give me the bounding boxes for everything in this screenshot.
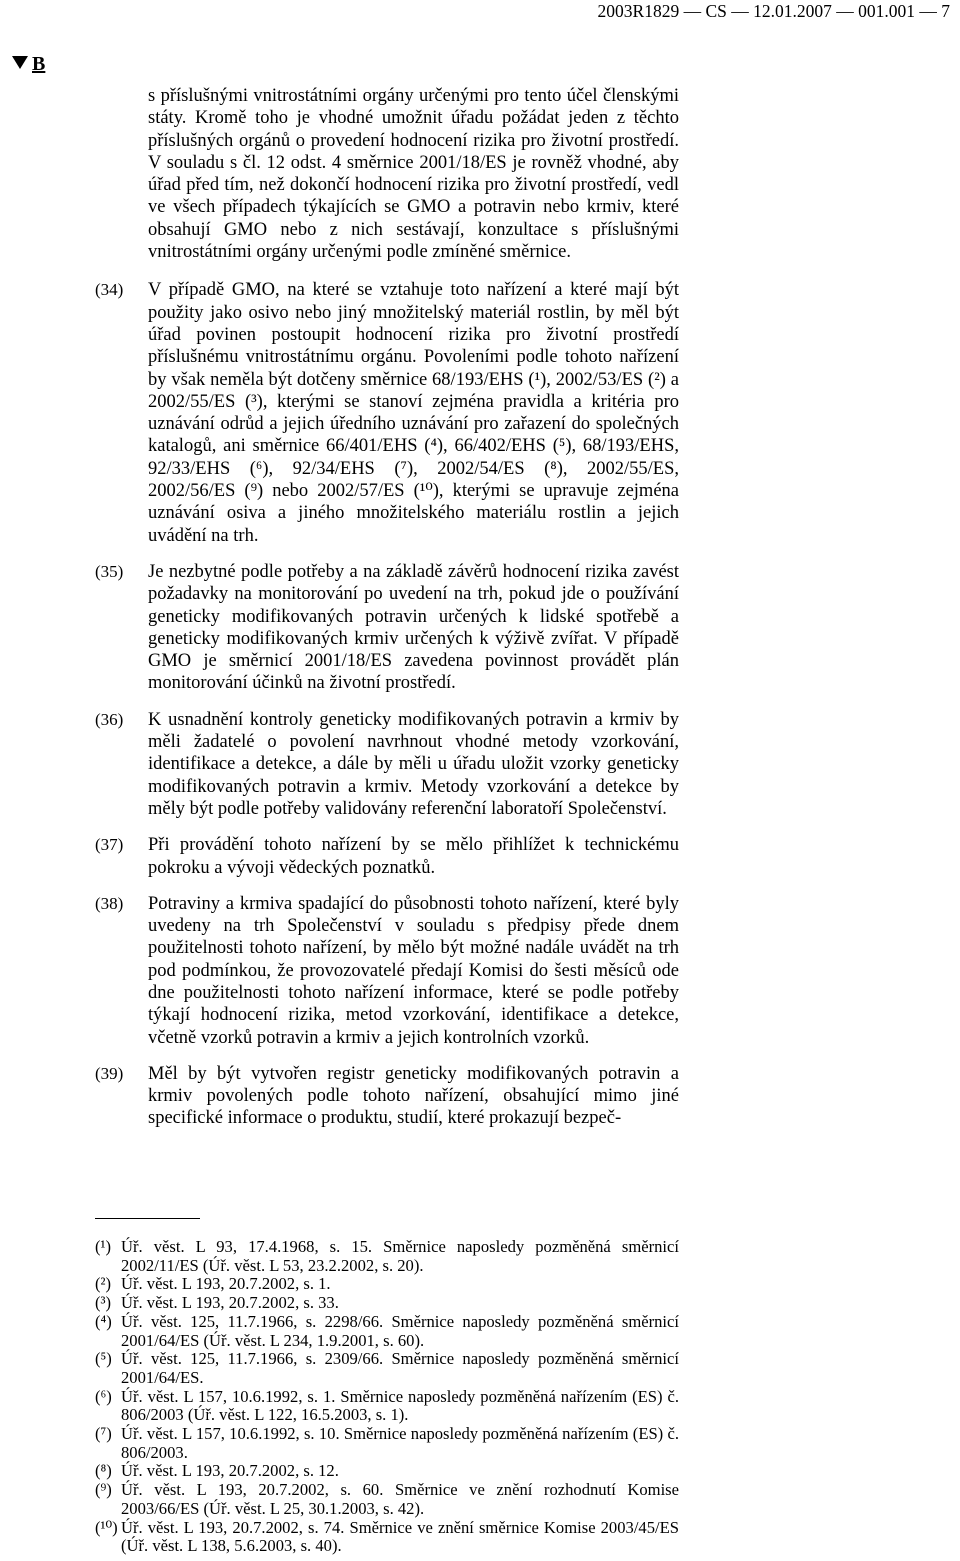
- footnote: [0, 1388, 679, 1425]
- recital-38: [0, 893, 679, 1049]
- footnote: [0, 1275, 679, 1294]
- footnote-text: Úř. věst. 125, 11.7.1966, s. 2309/66. Směrnice naposledy pozměněná směrnicí 2001/64/ES.: [121, 1349, 679, 1387]
- footnote: [0, 1519, 679, 1556]
- recital-37: [0, 834, 679, 879]
- footnote-text: Úř. věst. L 157, 10.6.1992, s. 10. Směrnice naposledy pozměněná nařízením (ES) č. 806/2003.: [121, 1424, 679, 1462]
- footnote: [0, 1481, 679, 1518]
- footnote: [0, 1425, 679, 1462]
- recital-number: (38): [95, 893, 124, 913]
- header-sep: —: [683, 1, 702, 21]
- footnote-text: Úř. věst. L 193, 20.7.2002, s. 1.: [121, 1274, 331, 1294]
- doc-date: 12.01.2007: [753, 1, 832, 21]
- footnote-number: (¹⁰): [95, 1517, 118, 1537]
- recital-number: (35): [95, 561, 124, 581]
- footnote-text: Úř. věst. L 93, 17.4.1968, s. 15. Směrnice naposledy pozměněná směrnicí 2002/11/ES (Úř. věst. L 53, 23.2.2002, s. 20).: [121, 1237, 679, 1275]
- footnote-number: (⁷): [95, 1424, 112, 1444]
- doc-id: 2003R1829: [597, 1, 680, 21]
- header-sep: —: [836, 1, 854, 21]
- footnote-divider: [95, 1218, 200, 1219]
- header-sep: —: [731, 1, 749, 21]
- footnote: [0, 1294, 679, 1313]
- header-sep: —: [919, 1, 937, 21]
- footnote-text: Úř. věst. L 193, 20.7.2002, s. 33.: [121, 1293, 339, 1313]
- recital-text: Potraviny a krmiva spadající do působnosti tohoto nařízení, které byly uvedeny na trh Společenství v souladu s předpisy přede dnem použitelnosti tohoto nařízení, by mělo být možné nadále uvádět na trh pod podmínkou, že provozovatelé předají Komisi do šesti měsíců ode dne použitelnosti tohoto nařízení informace, které se podle potřeby týkají hodnocení rizika, metod vzorkování, identifikace a detekce, včetně vzorků potravin a krmiv a jejich kontrolních vzorků.: [148, 893, 679, 1048]
- recital-34: [0, 279, 679, 547]
- footnote-number: (⁶): [95, 1386, 112, 1406]
- footnote-number: (²): [95, 1274, 112, 1294]
- page-number: 7: [941, 1, 950, 21]
- footnote-text: Úř. věst. L 193, 20.7.2002, s. 60. Směrnice ve znění rozhodnutí Komise 2003/66/ES (Úř. věst. L 25, 30.1.2003, s. 42).: [121, 1480, 679, 1518]
- footnote: [0, 1238, 679, 1275]
- recital-text: Je nezbytné podle potřeby a na základě závěrů hodnocení rizika zavést požadavky na monitorování po uvedení na trh, pokud jde o používání geneticky modifikovaných potravin určených k lidské spotřebě a geneticky modifikovaných krmiv určených k výživě zvířat. V případě GMO je směrnicí 2001/18/ES zavedena povinnost provádět plán monitorování účinků na životní prostředí.: [148, 561, 679, 694]
- recital-text: K usnadnění kontroly geneticky modifikovaných potravin a krmiv by měli žadatelé o povolení navrhnout vhodné metody vzorkování, identifikace a detekce, a dále by měli u úřadu uložit vzorky geneticky modifikovaných potravin a krmiv. Metody vzorkování a detekce by měly být podle potřeby validovány referenční laboratoří Společenství.: [148, 709, 679, 819]
- footnote-number: (³): [95, 1293, 112, 1313]
- recital-number: (39): [95, 1063, 124, 1083]
- amendment-marker: [12, 53, 45, 75]
- recital-number: (37): [95, 835, 124, 855]
- footnote-text: Úř. věst. 125, 11.7.1966, s. 2298/66. Směrnice naposledy pozměněná směrnicí 2001/64/ES (Úř. věst. L 234, 1.9.2001, s. 60).: [121, 1311, 679, 1350]
- recital-continuation: [0, 85, 679, 263]
- footnote-number: (⁹): [95, 1480, 112, 1500]
- footnote: [0, 1350, 679, 1387]
- recital-36: [0, 709, 679, 820]
- footnote-number: (¹): [95, 1237, 112, 1256]
- recital-text: V případě GMO, na které se vztahuje toto nařízení a které mají být použity jako osivo nebo jiný množitelský materiál rostlin, by měl být úřad povinen postoupit hodnocení rizika pro životní prostředí příslušnému vnitrostátnímu orgánu. Povoleními podle tohoto nařízení by však neměla být dotčeny směrnice 68/193/EHS (¹), 2002/53/ES (²) a 2002/55/ES (³), kterými se stanoví zejména pravidla a kritéria pro uznávání odrůd a jejich úředního uznávání pro zařazení do společných katalogů, ani směrnice 66/401/EHS (⁴), 66/402/EHS (⁵), 68/193/EHS, 92/33/EHS (⁶), 92/34/EHS (⁷), 2002/54/ES (⁸), 2002/55/ES, 2002/56/ES (⁹) nebo 2002/57/ES (¹⁰), kterými se upravuje zejména uznávání osiva a jiného množitelského materiálu rostlin a jejich uvádění na trh.: [148, 280, 679, 546]
- recitals: [0, 85, 960, 1144]
- page-header: [0, 0, 950, 22]
- marker-label: B: [32, 53, 46, 75]
- doc-version: 001.001: [858, 1, 915, 21]
- footnote-number: (⁵): [95, 1349, 112, 1369]
- recital-text: s příslušnými vnitrostátními orgány určenými pro tento účel členskými státy. Kromě toho je vhodné umožnit úřadu požádat jeden z těchto příslušných orgánů o provedení hodnocení rizika pro životní prostředí. V souladu s čl. 12 odst. 4 směrnice 2001/18/ES je rovněž vhodné, aby úřad před tím, než dokončí hodnocení rizika pro životní prostředí, vedl ve všech případech týkajících se GMO a potravin nebo krmiv, které obsahují GMO nebo z nich sestávají, konzultace s příslušnými vnitrostátními orgány určenými podle zmíněné směrnice.: [148, 86, 679, 263]
- recital-text: Měl by být vytvořen registr geneticky modifikovaných potravin a krmiv povolených podle tohoto nařízení, obsahující mimo jiné specifické informace o produktu, studií, které prokazují bezpeč-: [148, 1063, 679, 1129]
- footnote-text: Úř. věst. L 193, 20.7.2002, s. 74. Směrnice ve znění směrnice Komise 2003/45/ES (Úř. věst. L 138, 5.6.2003, s. 40).: [121, 1517, 679, 1556]
- footnote-text: Úř. věst. L 157, 10.6.1992, s. 1. Směrnice naposledy pozměněná nařízením (ES) č. 806/2003 (Úř. věst. L 122, 16.5.2003, s. 1).: [121, 1386, 679, 1425]
- recital-39: [0, 1063, 679, 1130]
- recital-number: (34): [95, 280, 124, 300]
- recital-35: [0, 561, 679, 695]
- footnote-text: Úř. věst. L 193, 20.7.2002, s. 12.: [121, 1461, 339, 1481]
- doc-lang: CS: [705, 1, 727, 21]
- footnotes: [0, 1238, 960, 1556]
- footnote: [0, 1313, 679, 1350]
- recital-text: Při provádění tohoto nařízení by se mělo přihlížet k technickému pokroku a vývoji vědeckých poznatků.: [148, 835, 679, 878]
- footnote-number: (⁴): [95, 1311, 112, 1331]
- footnote-number: (⁸): [95, 1461, 112, 1481]
- recital-number: (36): [95, 709, 124, 729]
- footnote: [0, 1462, 679, 1481]
- triangle-down-icon: [12, 56, 28, 69]
